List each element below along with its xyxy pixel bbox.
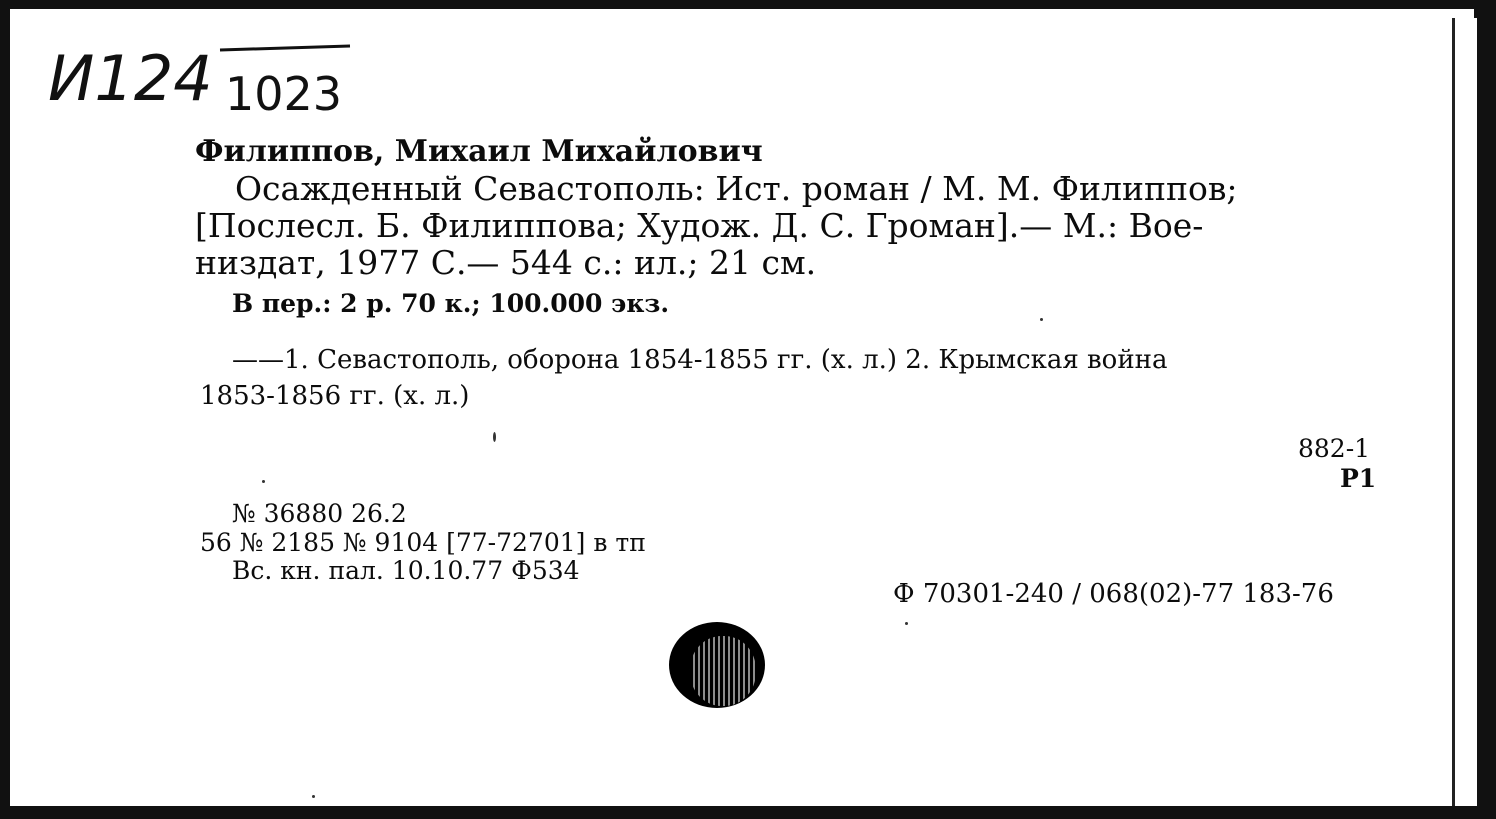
subjects-line-2: 1853-1856 гг. (х. л.) [200,381,470,411]
handwritten-number: 1023 [225,67,343,121]
handwritten-underline [220,46,350,50]
ink-speck [905,622,908,625]
title-line-2: [Послесл. Б. Филиппова; Худож. Д. С. Громан].— М.: Вое- [195,206,1204,245]
record-line-1: № 36880 26.2 [232,499,407,528]
card-border-bottom [0,806,1496,819]
card-border-right [1474,0,1496,819]
record-line-3: Вс. кн. пал. 10.10.77 Ф534 [232,556,580,585]
title-line-1: Осажденный Севастополь: Ист. роман / М. М. Филиппов; [235,169,1238,208]
classification-mark: Р1 [1340,464,1377,493]
card-border-left [0,0,10,819]
index-code: Ф 70301-240 / 068(02)-77 183-76 [893,579,1334,609]
ink-speck [262,480,265,483]
subjects-line-1: ——1. Севастополь, оборона 1854-1855 гг. (х. л.) 2. Крымская война [232,345,1168,375]
handwritten-call-number [40,30,380,130]
ink-speck [312,795,315,798]
record-line-2: 56 № 2185 № 9104 [77-72701] в тп [200,528,646,557]
card-border-top [0,0,1478,9]
title-line-3: низдат, 1977 С.— 544 с.: ил.; 21 см. [195,243,817,282]
ink-speck [493,432,496,442]
author-heading: Филиппов, Михаил Михайлович [195,134,763,169]
ink-speck [1040,318,1043,321]
price-line: В пер.: 2 р. 70 к.; 100.000 экз. [232,289,670,318]
classification-code: 882-1 [1298,434,1371,463]
handwritten-code: И124 [48,42,213,115]
card-edge-strip [1452,18,1477,806]
card-punch-hole-shadow [690,636,756,706]
